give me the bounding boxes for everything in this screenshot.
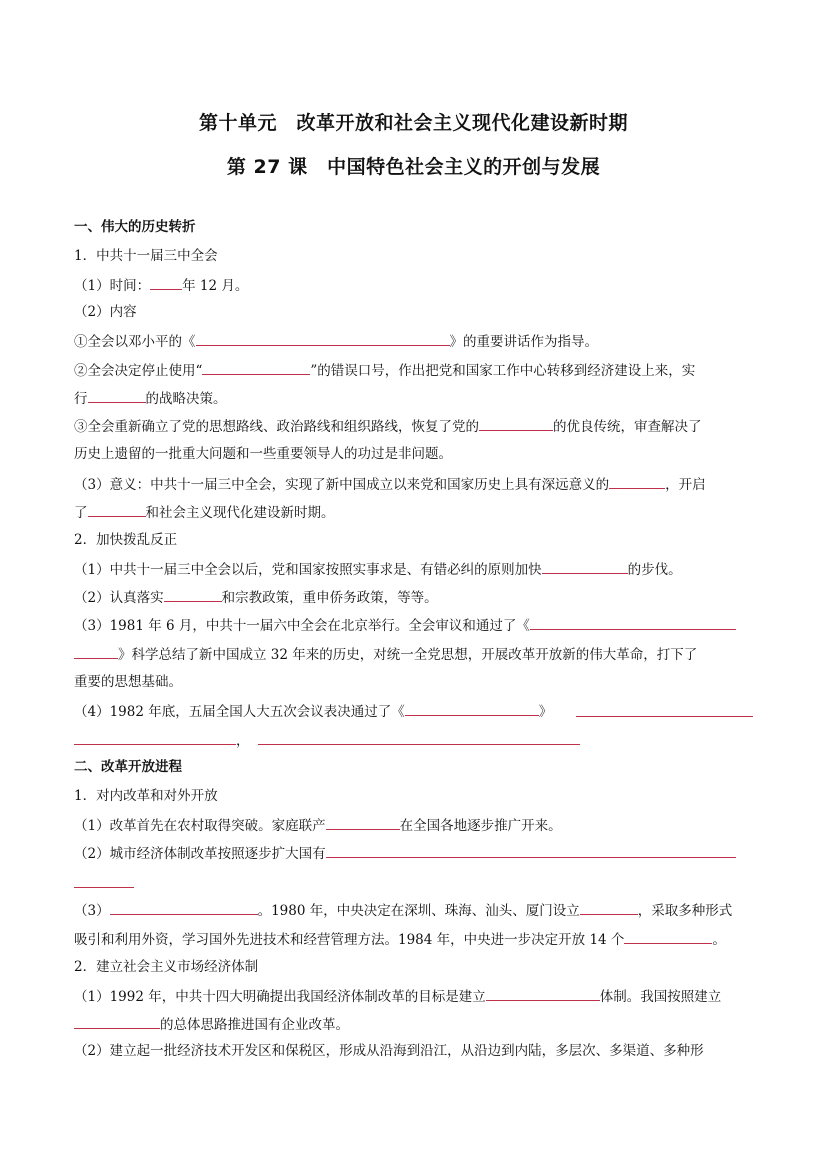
fill-blank[interactable] [624,929,712,944]
reform-item-3: （3） 。1980 年，中央决定在深圳、珠海、汕头、厦门设立 ，采取多种形式 [74,900,732,920]
fill-blank[interactable] [164,587,222,602]
rectify-item-2: （2）认真落实 和宗教政策，重申侨务政策，等等。 [74,587,438,607]
fill-blank[interactable] [542,559,628,574]
market-item-2: （2）建立起一批经济技术开发区和保税区，形成从沿海到沿江，从沿边到内陆，多层次、多渠道、多种形 [74,1043,704,1059]
fill-blank[interactable] [74,730,236,745]
reform-item-2: （2）城市经济体制改革按照逐步扩大国有 [74,843,736,863]
market-item-1-cont: 的总体思路推进国有企业改革。 [74,1014,349,1034]
fill-blank[interactable] [74,1014,160,1029]
rectify-item-1: （1）中共十一届三中全会以后，党和国家按照实事求是、有错必纠的原则加快 的步伐。 [74,559,682,579]
fill-blank[interactable] [74,887,134,888]
lesson-title: 第 27 课 中国特色社会主义的开创与发展 [226,156,601,178]
rectify-item-3-cont: 》科学总结了新中国成立 32 年来的历史，对统一全党思想，开展改革开放新的伟大革命，打下了 [74,644,697,664]
section-heading-2: 二、改革开放进程 [74,759,182,775]
fill-blank[interactable] [326,843,736,858]
fill-blank[interactable] [74,644,118,659]
fill-blank[interactable] [326,815,400,830]
content-item-2-cont: 行 的战略决策。 [74,388,227,408]
rectify-item-4: （4）1982 年底，五届全国人大五次会议表决通过了《 》 [74,701,552,721]
fill-blank[interactable] [609,474,665,489]
subheading-2-2: 2．建立社会主义市场经济体制 [74,959,259,975]
fill-blank[interactable] [110,900,258,915]
fill-blank[interactable] [150,275,182,290]
fill-blank[interactable] [576,716,753,717]
meaning-line-cont: 了 和社会主义现代化建设新时期。 [74,502,335,522]
rectify-item-3: （3）1981 年 6 月，中共十一届六中全会在北京举行。全会审议和通过了《 [74,615,736,635]
reform-item-3-cont: 吸引和利用外资，学习国外先进技术和经营管理方法。1984 年，中央进一步决定开放 14 个 。 [74,929,726,949]
content-item-3-cont: 历史上遗留的一批重大问题和一些重要领导人的功过是非问题。 [74,446,452,462]
fill-blank[interactable] [196,331,450,346]
time-line: （1）时间： 年 12 月。 [74,275,248,295]
unit-title: 第十单元 改革开放和社会主义现代化建设新时期 [198,112,628,134]
reform-item-1: （1）改革首先在农村取得突破。家庭联产 在全国各地逐步推广开来。 [74,815,562,835]
fill-blank[interactable] [88,388,146,403]
fill-blank[interactable] [486,986,600,1001]
content-item-3: ③全会重新确立了党的思想路线、政治路线和组织路线，恢复了党的 的优良传统，审查解决了 [74,416,702,436]
content-item-1: ①全会以邓小平的《 》的重要讲话作为指导。 [74,331,598,351]
subheading-2-1: 1．对内改革和对外开放 [74,788,218,804]
fill-blank[interactable] [530,615,736,630]
fill-blank[interactable] [202,360,310,375]
meaning-line: （3）意义：中共十一届三中全会，实现了新中国成立以来党和国家历史上具有深远意义的 ，开启 [74,474,706,494]
fill-blank[interactable] [479,416,553,431]
fill-blank[interactable] [88,502,146,517]
market-item-1: （1）1992 年，中共十四大明确提出我国经济体制改革的目标是建立 体制。我国按照建立 [74,986,721,1006]
rectify-item-3-end: 重要的思想基础。 [74,674,182,690]
fill-blank[interactable] [258,730,580,745]
fill-blank[interactable] [405,701,539,716]
section-heading-1: 一、伟大的历史转折 [74,219,196,235]
content-item-2: ②全会决定停止使用“ ”的错误口号，作出把党和国家工作中心转移到经济建设上来，实 [74,360,695,380]
fill-blank[interactable] [580,900,638,915]
subheading-1-1: 1．中共十一届三中全会 [74,248,218,264]
subheading-1-2: 2．加快拨乱反正 [74,532,178,548]
rectify-item-4-cont: ， [74,730,580,750]
content-label: （2）内容 [74,304,137,320]
